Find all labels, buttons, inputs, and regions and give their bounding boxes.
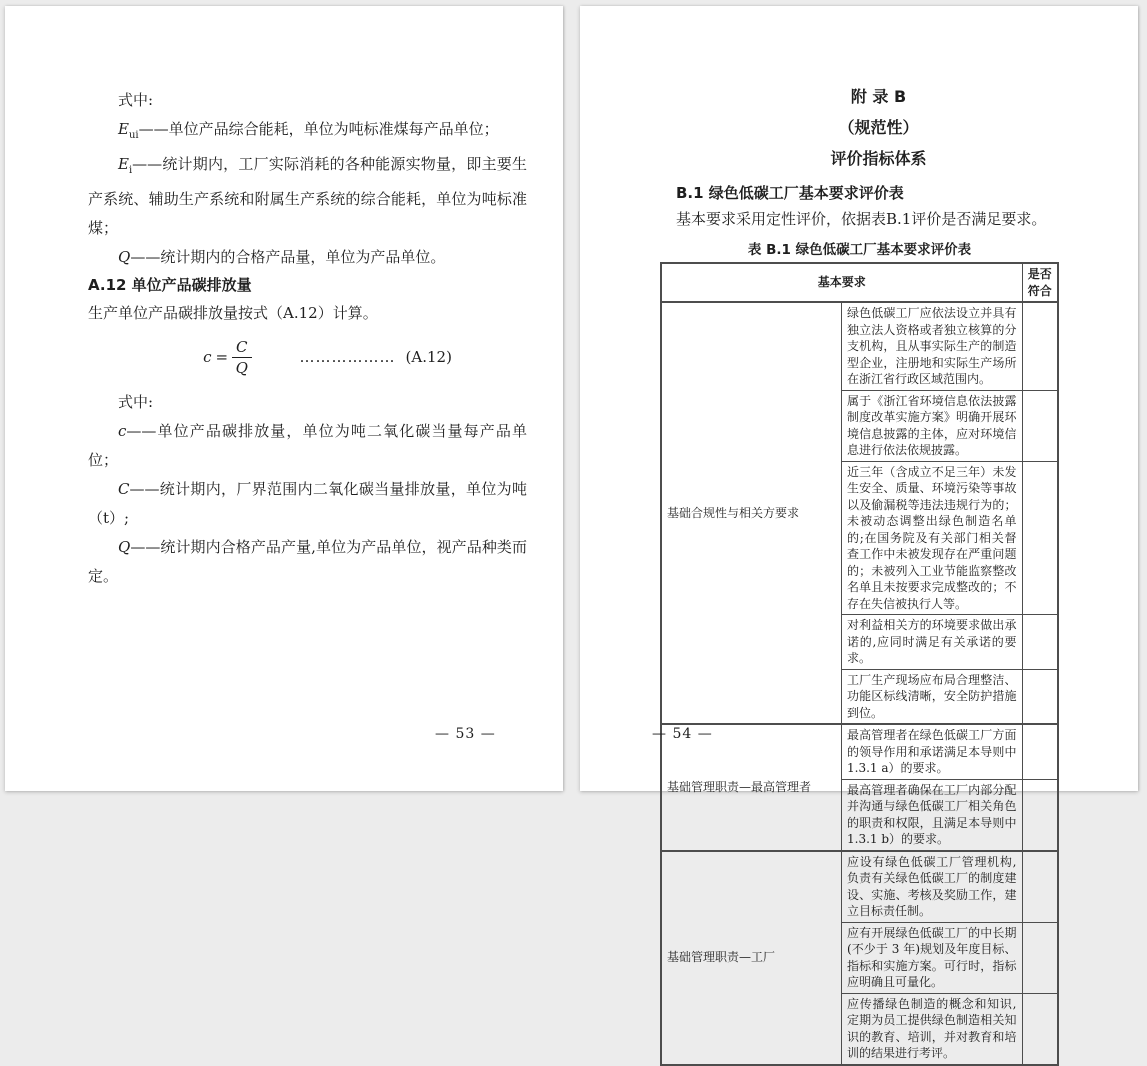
formula-denominator: Q (235, 358, 248, 377)
table-compliance-cell (1022, 390, 1058, 461)
section-heading-a12: A.12 单位产品碳排放量 (88, 276, 252, 294)
table-requirement-cell: 绿色低碳工厂应依法设立并具有独立法人资格或者独立核算的分支机构，且从事实际生产的制造型企业，注册地和实际生产场所在浙江省行政区域范围内。 (842, 302, 1023, 390)
symbol-definition: Q——统计期内合格产品产量,单位为产品单位，视产品种类而定。 (88, 538, 527, 585)
table-requirement-cell: 最高管理者确保在工厂内部分配并沟通与绿色低碳工厂相关角色的职责和权限，且满足本导则中 1.3.1 b）的要求。 (842, 779, 1023, 851)
symbol-definition: C——统计期内，厂界范围内二氧化碳当量排放量，单位为吨（t）; (88, 480, 527, 527)
section-intro-b1: 基本要求采用定性评价，依据表B.1评价是否满足要求。 (676, 210, 1047, 228)
page-53-body (88, 86, 527, 591)
table-compliance-cell (1022, 302, 1058, 390)
section-heading-b1: B.1 绿色低碳工厂基本要求评价表 (676, 184, 904, 202)
page-number-54: — 54 — (652, 726, 713, 742)
table-group-label: 基础管理职责—最高管理者 (661, 724, 842, 851)
table-header-basic-requirements: 基本要求 (661, 263, 1022, 302)
appendix-title: 附 录 B (850, 87, 907, 106)
where-label: 式中: (118, 393, 154, 411)
table-requirement-cell: 应传播绿色制造的概念和知识,定期为员工提供绿色制造相关知识的教育、培训，并对教育和培训的结果进行考评。 (842, 993, 1023, 1065)
table-compliance-cell (1022, 669, 1058, 724)
table-compliance-cell (1022, 461, 1058, 615)
table-row (661, 851, 1058, 923)
table-requirement-cell: 最高管理者在绿色低碳工厂方面的领导作用和承诺满足本导则中 1.3.1 a）的要求。 (842, 724, 1023, 779)
basic-requirements-table (660, 262, 1059, 1066)
table-requirement-cell: 对利益相关方的环境要求做出承诺的,应同时满足有关承诺的要求。 (842, 615, 1023, 670)
symbol-definition: $E_{ui}——$单位产品综合能耗，单位为吨标准煤每产品单位； (118, 120, 499, 141)
table-caption: 表 B.1 绿色低碳工厂基本要求评价表 (747, 242, 972, 258)
table-header-compliance: 是否符合 (1022, 263, 1058, 302)
symbol-definition: $E_i——$统计期内，工厂实际消耗的各种能源实物量，即主要生产系统、辅助生产系统和附属生产系统的综合能耗，单位为吨标准煤； (88, 155, 527, 237)
formula-a12 (128, 334, 527, 380)
table-header-row (661, 263, 1058, 302)
table-row (661, 302, 1058, 390)
table-compliance-cell (1022, 724, 1058, 779)
formula-label: (A.12) (405, 347, 452, 366)
table-compliance-cell (1022, 922, 1058, 993)
formula-equals: = (215, 347, 229, 366)
table-compliance-cell (1022, 993, 1058, 1065)
section-intro-a12: 生产单位产品碳排放量按式（A.12）计算。 (88, 304, 378, 322)
energy-definitions-list (88, 115, 527, 272)
table-compliance-cell (1022, 779, 1058, 851)
document-page-53 (5, 6, 563, 791)
table-compliance-cell (1022, 615, 1058, 670)
appendix-type: （规范性） (838, 118, 919, 137)
formula-dots: ……………… (299, 347, 396, 366)
table-group-label: 基础合规性与相关方要求 (661, 302, 842, 724)
table-row (661, 724, 1058, 779)
formula-fraction (232, 338, 251, 377)
page-number-53: — 53 — (435, 726, 496, 742)
table-group-label: 基础管理职责—工厂 (661, 851, 842, 1065)
table-requirement-cell: 工厂生产现场应布局合理整洁、功能区标线清晰，安全防护措施到位。 (842, 669, 1023, 724)
table-requirement-cell: 属于《浙江省环境信息依法披露制度改革实施方案》明确开展环境信息披露的主体，应对环境信息进行依法依规披露。 (842, 390, 1023, 461)
where-label: 式中: (118, 91, 154, 109)
table-compliance-cell (1022, 851, 1058, 923)
table-requirement-cell: 近三年（含成立不足三年）未发生安全、质量、环境污染等事故以及偷漏税等违法违规行为的；未被动态调整出绿色制造名单的;在国务院及有关部门相关督查工作中未被发现存在严重问题的；未被列入工业节能监察整改名单且未按要求完成整改的；不存在失信被执行人等。 (842, 461, 1023, 615)
formula-numerator: C (232, 338, 251, 358)
symbol-definition: Q——统计期内的合格产品量，单位为产品单位。 (118, 248, 446, 266)
symbol-definition: c——单位产品碳排放量，单位为吨二氧化碳当量每产品单位； (88, 422, 527, 469)
table-requirement-cell: 应有开展绿色低碳工厂的中长期(不少于 3 年)规划及年度目标、指标和实施方案。可行时，指标应明确且可量化。 (842, 922, 1023, 993)
carbon-definitions-list (88, 417, 527, 591)
table-requirement-cell: 应设有绿色低碳工厂管理机构,负责有关绿色低碳工厂的制度建设、实施、考核及奖励工作，建立目标责任制。 (842, 851, 1023, 923)
appendix-name: 评价指标体系 (830, 149, 927, 168)
formula-lhs: c (203, 347, 212, 366)
document-page-54 (580, 6, 1138, 1060)
